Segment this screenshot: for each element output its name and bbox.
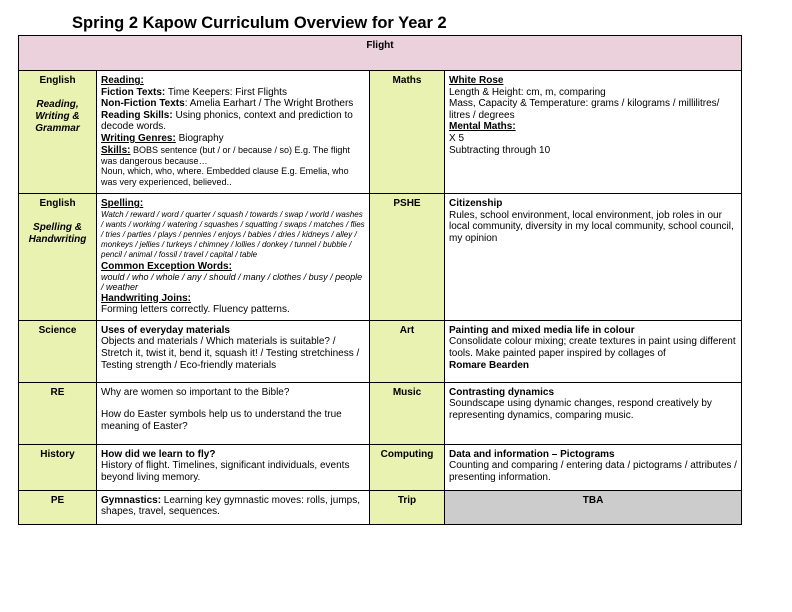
subject-label: RE bbox=[50, 386, 65, 398]
subject-cell-pshe bbox=[370, 194, 445, 321]
science-text: Objects and materials / Which materials is suitable? / Stretch it, twist it, bend it, squash it! / Testing stretchiness / Testing strength / Eco-friendly materials bbox=[101, 336, 360, 371]
handwriting-value: Forming letters correctly. Fluency patterns. bbox=[101, 304, 290, 316]
mental-maths-2: Subtracting through 10 bbox=[449, 144, 551, 156]
subject-label: English bbox=[39, 75, 76, 86]
reading-heading: Reading: bbox=[101, 75, 144, 86]
subject-label: Maths bbox=[392, 75, 422, 86]
mental-maths-1: X 5 bbox=[449, 132, 465, 144]
writing-genres-label: Writing Genres: bbox=[101, 132, 176, 144]
grammar-skills-value-2: Noun, which, who, where. Embedded clause E.g. Emelia, who was very experienced, believed.. bbox=[101, 166, 349, 187]
document-title: Spring 2 Kapow Curriculum Overview for Year 2 bbox=[72, 14, 447, 32]
art-heading: Painting and mixed media life in colour bbox=[449, 324, 635, 336]
subject-label: English bbox=[39, 198, 76, 209]
pshe-text: Rules, school environment, local environment, job roles in our local community, diversity in my local community, school council, my opinion bbox=[449, 209, 734, 244]
pe-text: Learning key gymnastic moves: rolls, jumps, shapes, travel, sequences. bbox=[101, 494, 360, 518]
subject-cell-trip bbox=[370, 490, 445, 524]
subject-cell-english-spelling bbox=[19, 194, 97, 321]
table-row bbox=[19, 382, 742, 444]
subject-label: Computing bbox=[380, 448, 434, 460]
fiction-label: Fiction Texts: bbox=[101, 86, 166, 98]
topic-banner: Flight bbox=[19, 36, 742, 71]
table-row bbox=[19, 320, 742, 382]
curriculum-table bbox=[18, 35, 742, 525]
history-text: History of flight. Timelines, significant individuals, events beyond living memory. bbox=[101, 460, 350, 483]
english-reading-content bbox=[97, 71, 370, 194]
subject-cell-maths bbox=[370, 71, 445, 194]
cew-heading: Common Exception Words: bbox=[101, 260, 232, 272]
reading-skills-value: Using phonics, context and prediction to decode words. bbox=[101, 109, 353, 133]
subject-label: PE bbox=[50, 494, 65, 506]
subject-cell-english bbox=[19, 71, 97, 194]
grammar-skills-value: BOBS sentence (but / or / because / so) E.g. The flight was dangerous because… bbox=[101, 144, 350, 166]
re-content bbox=[97, 382, 370, 444]
art-text: Consolidate colour mixing; create textures in paint using different tools. Make painted paper inspired by collages of bbox=[449, 336, 736, 359]
art-artist: Romare Bearden bbox=[449, 359, 530, 371]
re-question-1: Why are women so important to the Bible? bbox=[101, 386, 290, 398]
history-content bbox=[97, 444, 370, 490]
computing-text: Counting and comparing / entering data / pictograms / attributes / presenting information. bbox=[449, 460, 737, 483]
fiction-value: Time Keepers: First Flights bbox=[165, 86, 287, 98]
music-heading: Contrasting dynamics bbox=[449, 386, 555, 398]
spelling-words: Watch / reward / word / quarter / squash / towards / swap / world / washes / wants / working / watering / squashes / squatting / swaps / matches / flies / tries / parties / plays / pennies / enjoys / babies / dries / kidneys / alley / monkeys / jellies / turkeys / chimney / lollies / donkey / tunnel / bubble / pencil / animal / fossil / travel / capital / table bbox=[101, 209, 365, 260]
subject-cell-pe bbox=[19, 490, 97, 524]
pe-content bbox=[97, 490, 370, 524]
topic-row bbox=[19, 36, 742, 71]
subject-cell-history bbox=[19, 444, 97, 490]
subject-sublabel: Reading, Writing & Grammar bbox=[35, 98, 80, 134]
music-content bbox=[445, 382, 742, 444]
handwriting-heading: Handwriting Joins: bbox=[101, 292, 191, 304]
writing-genres-value: Biography bbox=[175, 132, 224, 144]
spelling-heading: Spelling: bbox=[101, 198, 144, 209]
table-row bbox=[19, 71, 742, 194]
subject-label: Science bbox=[38, 324, 77, 336]
history-heading: How did we learn to fly? bbox=[101, 448, 216, 460]
white-rose-heading: White Rose bbox=[449, 75, 504, 86]
maths-line-2: Mass, Capacity & Temperature: grams / kilograms / millilitres/ litres / degrees bbox=[449, 98, 720, 121]
subject-label: Art bbox=[399, 324, 415, 336]
computing-content bbox=[445, 444, 742, 490]
trip-value: TBA bbox=[445, 490, 742, 524]
nonfiction-label: Non-Fiction Texts bbox=[101, 98, 185, 110]
nonfiction-value: : Amelia Earhart / The Wright Brothers bbox=[184, 98, 354, 110]
maths-content bbox=[445, 71, 742, 194]
pe-label: Gymnastics: bbox=[101, 494, 162, 506]
subject-label: Music bbox=[392, 386, 422, 398]
re-question-2: How do Easter symbols help us to understand the true meaning of Easter? bbox=[101, 409, 342, 432]
science-content bbox=[97, 320, 370, 382]
grammar-skills-label: Skills: bbox=[101, 144, 131, 156]
mental-maths-heading: Mental Maths: bbox=[449, 121, 516, 133]
table-row bbox=[19, 490, 742, 524]
music-text: Soundscape using dynamic changes, respond creatively by representing dynamics, comparing music. bbox=[449, 398, 712, 421]
pshe-content bbox=[445, 194, 742, 321]
art-content bbox=[445, 320, 742, 382]
maths-line-1: Length & Height: cm, m, comparing bbox=[449, 86, 606, 98]
subject-label: History bbox=[40, 448, 75, 460]
subject-cell-computing bbox=[370, 444, 445, 490]
table-row bbox=[19, 194, 742, 321]
subject-cell-re bbox=[19, 382, 97, 444]
english-spelling-content bbox=[97, 194, 370, 321]
science-heading: Uses of everyday materials bbox=[101, 324, 230, 336]
pshe-heading: Citizenship bbox=[449, 198, 503, 209]
subject-cell-music bbox=[370, 382, 445, 444]
cew-words: would / who / whole / any / should / many / clothes / busy / people / weather bbox=[101, 272, 363, 293]
computing-heading: Data and information – Pictograms bbox=[449, 448, 615, 460]
subject-label: PSHE bbox=[393, 198, 421, 209]
subject-sublabel: Spelling & Handwriting bbox=[28, 221, 87, 245]
subject-label: Trip bbox=[397, 494, 417, 506]
table-row bbox=[19, 444, 742, 490]
reading-skills-label: Reading Skills: bbox=[101, 109, 173, 121]
subject-cell-art bbox=[370, 320, 445, 382]
subject-cell-science bbox=[19, 320, 97, 382]
